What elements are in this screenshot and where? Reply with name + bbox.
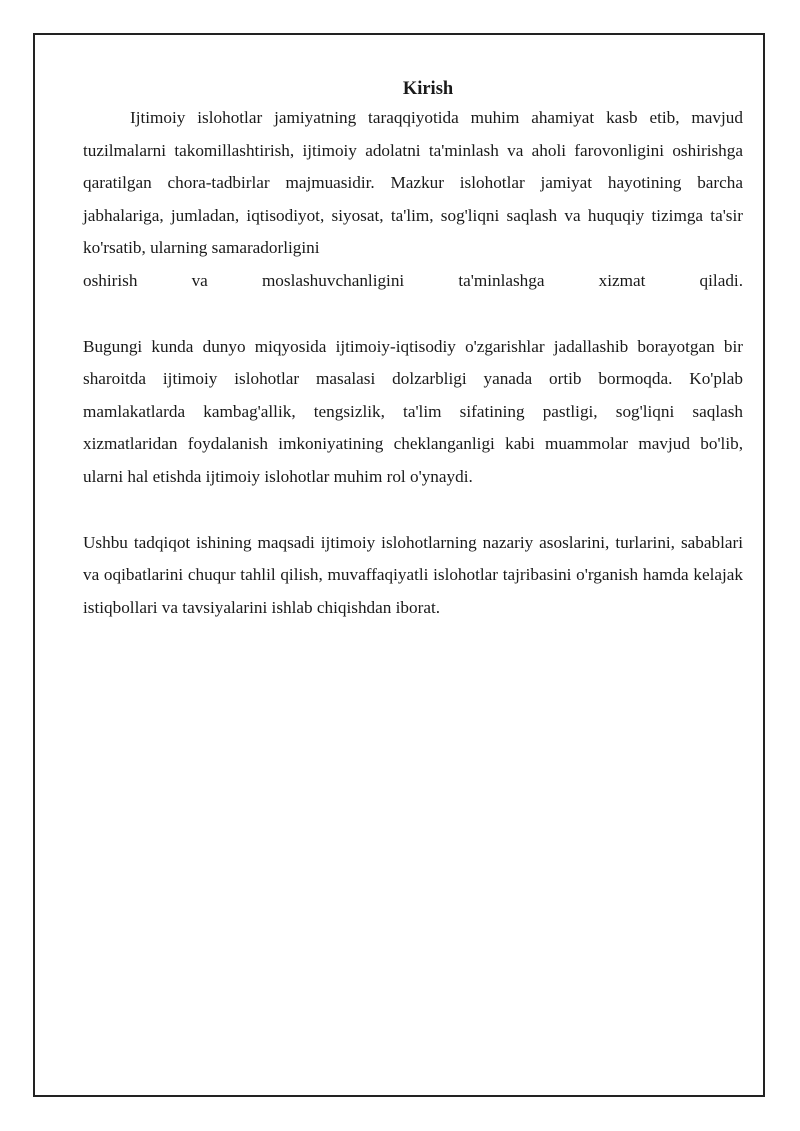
paragraph-gap [83,298,743,331]
paragraph-goal: Ushbu tadqiqot ishining maqsadi ijtimoiy islohotlarning nazariy asoslarini, turlarini, sabablari va oqibatlarini chuqur tahlil qilish, muvaffaqiyatli islohotlar tajribasini o'rganish hamda kelajak istiqbollari va tavsiyalarini ishlab chiqishdan iborat. [83,532,743,617]
paragraph-intro [83,102,743,298]
paragraph-intro-last-line: oshirish va moslashuvchanligini ta'minlashga xizmat qiladi. [83,270,743,290]
paragraph-relevance: Bugungi kunda dunyo miqyosida ijtimoiy-iqtisodiy o'zgarishlar jadallashib borayotgan bir sharoitda ijtimoiy islohotlar masalasi dolzarbligi yanada ortib bormoqda. Ko'plab mamlakatlarda kambag'allik, tengsizlik, ta'lim sifatining pastligi, sog'liqni saqlash xizmatlaridan foydalanish imkoniyatining cheklanganligi kabi muammolar mavjud bo'lib, ularni hal etishda ijtimoiy islohotlar muhim rol o'ynaydi. [83,336,743,486]
section-title: Kirish [402,79,454,99]
paragraph-intro-text: Ijtimoiy islohotlar jamiyatning taraqqiyotida muhim ahamiyat kasb etib, mavjud tuzilmalarni takomillashtirish, ijtimoiy adolatni ta'minlash va aholi farovonligini oshirishga qaratilgan chora-tadbirlar majmuasidir. Mazkur islohotlar jamiyat hayotining barcha jabhalariga, jumladan, iqtisodiyot, siyosat, ta'lim, sog'liqni saqlash va huquqiy tizimga ta'sir ko'rsatib, ularning samaradorligini [83,108,743,258]
document-body [83,70,743,624]
paragraph-gap [83,494,743,527]
